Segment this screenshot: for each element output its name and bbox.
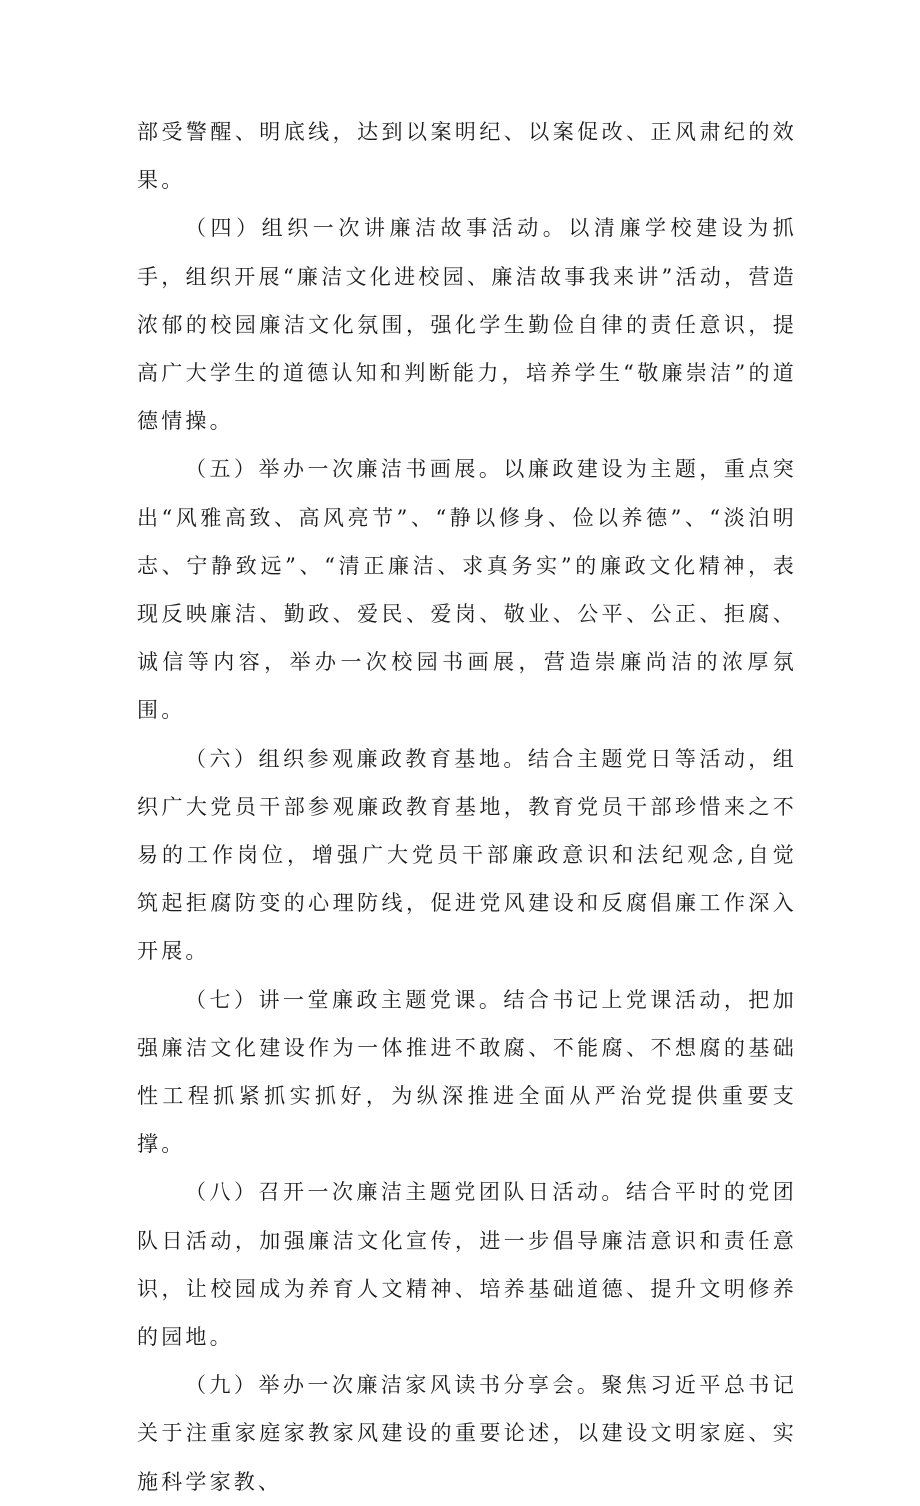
paragraph-item-9: （九）举办一次廉洁家风读书分享会。聚焦习近平总书记关于注重家庭家教家风建设的重要论述，以建设文明家庭、实施科学家教、 — [137, 1373, 797, 1494]
document-body — [137, 108, 797, 1506]
paragraph-item-5: （五）举办一次廉洁书画展。以廉政建设为主题，重点突出“风雅高致、高风亮节”、“静以修身、俭以养德”、“淡泊明志、宁静致远”、“清正廉洁、求真务实”的廉政文化精神，表现反映廉洁、勤政、爱民、爱岗、敬业、公平、公正、拒腐、诚信等内容，举办一次校园书画展，营造崇廉尚洁的浓厚氛围。 — [137, 457, 797, 723]
paragraph-item-4: （四）组织一次讲廉洁故事活动。以清廉学校建设为抓手，组织开展“廉洁文化进校园、廉洁故事我来讲”活动，营造浓郁的校园廉洁文化氛围，强化学生勤俭自律的责任意识，提高广大学生的道德认知和判断能力，培养学生“敬廉崇洁”的道德情操。 — [137, 216, 797, 434]
paragraph-item-6: （六）组织参观廉政教育基地。结合主题党日等活动，组织广大党员干部参观廉政教育基地，教育党员干部珍惜来之不易的工作岗位，增强广大党员干部廉政意识和法纪观念,自觉筑起拒腐防变的心理防线，促进党风建设和反腐倡廉工作深入开展。 — [137, 746, 797, 964]
paragraph-continuation: 部受警醒、明底线，达到以案明纪、以案促改、正风肃纪的效果。 — [137, 120, 797, 193]
paragraph-item-8: （八）召开一次廉洁主题党团队日活动。结合平时的党团队日活动，加强廉洁文化宣传，进一步倡导廉洁意识和责任意识，让校园成为养育人文精神、培养基础道德、提升文明修养的园地。 — [137, 1180, 797, 1350]
paragraph-item-7: （七）讲一堂廉政主题党课。结合书记上党课活动，把加强廉洁文化建设作为一体推进不敢腐、不能腐、不想腐的基础性工程抓紧抓实抓好，为纵深推进全面从严治党提供重要支撑。 — [137, 987, 797, 1157]
